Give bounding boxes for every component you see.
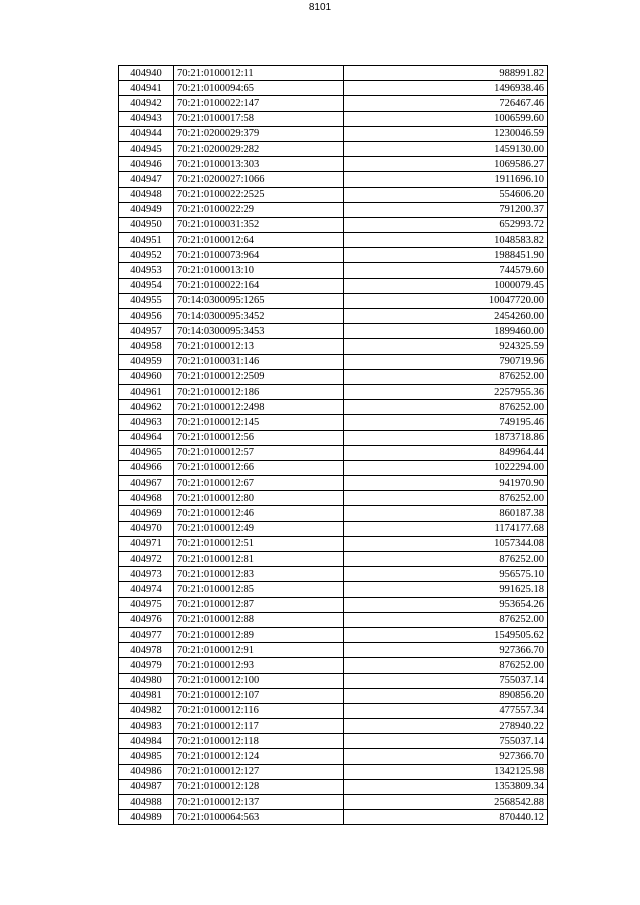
cadastral-number-cell: 70:21:0100012:11	[174, 66, 344, 81]
cadastral-number-cell: 70:21:0100064:563	[174, 810, 344, 825]
row-id-cell: 404963	[119, 415, 174, 430]
table-row	[119, 658, 548, 673]
table-row	[119, 597, 548, 612]
row-id-cell: 404970	[119, 521, 174, 536]
row-id-cell: 404960	[119, 369, 174, 384]
table-row	[119, 673, 548, 688]
row-id-cell: 404983	[119, 719, 174, 734]
value-cell: 876252.00	[344, 552, 548, 567]
row-id-cell: 404953	[119, 263, 174, 278]
row-id-cell: 404944	[119, 126, 174, 141]
table-row	[119, 749, 548, 764]
cadastral-number-cell: 70:21:0100012:80	[174, 491, 344, 506]
value-cell: 1000079.45	[344, 278, 548, 293]
table-row	[119, 719, 548, 734]
table-row	[119, 233, 548, 248]
row-id-cell: 404977	[119, 627, 174, 642]
row-id-cell: 404981	[119, 688, 174, 703]
table-row	[119, 779, 548, 794]
cadastral-number-cell: 70:21:0100012:107	[174, 688, 344, 703]
row-id-cell: 404968	[119, 491, 174, 506]
row-id-cell: 404964	[119, 430, 174, 445]
table-row	[119, 263, 548, 278]
cadastral-number-cell: 70:21:0100012:145	[174, 415, 344, 430]
table-row	[119, 521, 548, 536]
row-id-cell: 404941	[119, 81, 174, 96]
cadastral-number-cell: 70:21:0100012:85	[174, 582, 344, 597]
table-row	[119, 96, 548, 111]
cadastral-number-cell: 70:21:0100012:127	[174, 764, 344, 779]
value-cell: 791200.37	[344, 202, 548, 217]
value-cell: 2257955.36	[344, 384, 548, 399]
table-row	[119, 141, 548, 156]
cadastral-number-cell: 70:14:0300095:3453	[174, 324, 344, 339]
cadastral-number-cell: 70:21:0100012:81	[174, 552, 344, 567]
value-cell: 1174177.68	[344, 521, 548, 536]
row-id-cell: 404950	[119, 217, 174, 232]
table-row	[119, 369, 548, 384]
table-row	[119, 734, 548, 749]
table-row	[119, 66, 548, 81]
cadastral-number-cell: 70:21:0100012:2498	[174, 400, 344, 415]
cadastral-number-cell: 70:21:0100012:56	[174, 430, 344, 445]
value-cell: 477557.34	[344, 703, 548, 718]
table-row	[119, 126, 548, 141]
cadastral-number-cell: 70:21:0100012:137	[174, 795, 344, 810]
table-row	[119, 506, 548, 521]
table-row	[119, 795, 548, 810]
value-cell: 849964.44	[344, 445, 548, 460]
table-row	[119, 643, 548, 658]
table-row	[119, 157, 548, 172]
value-cell: 744579.60	[344, 263, 548, 278]
cadastral-number-cell: 70:14:0300095:1265	[174, 293, 344, 308]
value-cell: 1006599.60	[344, 111, 548, 126]
value-cell: 991625.18	[344, 582, 548, 597]
page-number: 8101	[308, 2, 332, 13]
value-cell: 1496938.46	[344, 81, 548, 96]
value-cell: 1353809.34	[344, 779, 548, 794]
cadastral-number-cell: 70:21:0100031:352	[174, 217, 344, 232]
row-id-cell: 404976	[119, 612, 174, 627]
value-cell: 956575.10	[344, 567, 548, 582]
cadastral-number-cell: 70:21:0100012:51	[174, 536, 344, 551]
row-id-cell: 404986	[119, 764, 174, 779]
value-cell: 890856.20	[344, 688, 548, 703]
cadastral-number-cell: 70:21:0100012:117	[174, 719, 344, 734]
cadastral-number-cell: 70:21:0100012:57	[174, 445, 344, 460]
value-cell: 924325.59	[344, 339, 548, 354]
value-cell: 941970.90	[344, 476, 548, 491]
row-id-cell: 404966	[119, 460, 174, 475]
table-row	[119, 415, 548, 430]
cadastral-number-cell: 70:21:0100022:164	[174, 278, 344, 293]
row-id-cell: 404969	[119, 506, 174, 521]
row-id-cell: 404985	[119, 749, 174, 764]
row-id-cell: 404988	[119, 795, 174, 810]
table-row	[119, 202, 548, 217]
table-row	[119, 445, 548, 460]
value-cell: 749195.46	[344, 415, 548, 430]
cadastral-number-cell: 70:21:0100012:64	[174, 233, 344, 248]
row-id-cell: 404979	[119, 658, 174, 673]
row-id-cell: 404957	[119, 324, 174, 339]
table-row	[119, 248, 548, 263]
row-id-cell: 404987	[119, 779, 174, 794]
value-cell: 860187.38	[344, 506, 548, 521]
value-cell: 876252.00	[344, 612, 548, 627]
value-cell: 1988451.90	[344, 248, 548, 263]
row-id-cell: 404962	[119, 400, 174, 415]
value-cell: 790719.96	[344, 354, 548, 369]
table-row	[119, 324, 548, 339]
value-cell: 870440.12	[344, 810, 548, 825]
table-row	[119, 491, 548, 506]
row-id-cell: 404954	[119, 278, 174, 293]
cadastral-number-cell: 70:21:0200029:379	[174, 126, 344, 141]
cadastral-number-cell: 70:21:0100012:2509	[174, 369, 344, 384]
cadastral-number-cell: 70:14:0300095:3452	[174, 309, 344, 324]
row-id-cell: 404942	[119, 96, 174, 111]
value-cell: 876252.00	[344, 369, 548, 384]
value-cell: 1873718.86	[344, 430, 548, 445]
table-row	[119, 688, 548, 703]
row-id-cell: 404940	[119, 66, 174, 81]
table-row	[119, 612, 548, 627]
value-cell: 1342125.98	[344, 764, 548, 779]
row-id-cell: 404958	[119, 339, 174, 354]
cadastral-number-cell: 70:21:0100012:87	[174, 597, 344, 612]
row-id-cell: 404971	[119, 536, 174, 551]
value-cell: 755037.14	[344, 673, 548, 688]
row-id-cell: 404946	[119, 157, 174, 172]
value-cell: 876252.00	[344, 491, 548, 506]
cadastral-number-cell: 70:21:0100094:65	[174, 81, 344, 96]
value-cell: 652993.72	[344, 217, 548, 232]
table-row	[119, 552, 548, 567]
value-cell: 1911696.10	[344, 172, 548, 187]
value-cell: 953654.26	[344, 597, 548, 612]
table-row	[119, 293, 548, 308]
row-id-cell: 404973	[119, 567, 174, 582]
value-cell: 2454260.00	[344, 309, 548, 324]
value-cell: 876252.00	[344, 658, 548, 673]
table-row	[119, 703, 548, 718]
table-row	[119, 400, 548, 415]
cadastral-number-cell: 70:21:0100013:303	[174, 157, 344, 172]
table-row	[119, 354, 548, 369]
cadastral-number-cell: 70:21:0100017:58	[174, 111, 344, 126]
cadastral-number-cell: 70:21:0100012:89	[174, 627, 344, 642]
table-row	[119, 536, 548, 551]
value-cell: 755037.14	[344, 734, 548, 749]
value-cell: 1549505.62	[344, 627, 548, 642]
cadastral-number-cell: 70:21:0100012:93	[174, 658, 344, 673]
table-row	[119, 339, 548, 354]
value-cell: 988991.82	[344, 66, 548, 81]
table-row	[119, 187, 548, 202]
value-cell: 554606.20	[344, 187, 548, 202]
cadastral-number-cell: 70:21:0100012:66	[174, 460, 344, 475]
row-id-cell: 404974	[119, 582, 174, 597]
cadastral-number-cell: 70:21:0200029:282	[174, 141, 344, 156]
row-id-cell: 404959	[119, 354, 174, 369]
cadastral-number-cell: 70:21:0100012:67	[174, 476, 344, 491]
cadastral-number-cell: 70:21:0100012:186	[174, 384, 344, 399]
table-row	[119, 217, 548, 232]
row-id-cell: 404949	[119, 202, 174, 217]
table-row	[119, 309, 548, 324]
row-id-cell: 404952	[119, 248, 174, 263]
value-cell: 1899460.00	[344, 324, 548, 339]
cadastral-number-cell: 70:21:0100012:100	[174, 673, 344, 688]
row-id-cell: 404956	[119, 309, 174, 324]
value-cell: 927366.70	[344, 749, 548, 764]
row-id-cell: 404984	[119, 734, 174, 749]
row-id-cell: 404965	[119, 445, 174, 460]
value-cell: 876252.00	[344, 400, 548, 415]
value-cell: 2568542.88	[344, 795, 548, 810]
table-row	[119, 582, 548, 597]
cadastral-number-cell: 70:21:0100012:118	[174, 734, 344, 749]
cadastral-number-cell: 70:21:0100012:13	[174, 339, 344, 354]
table-row	[119, 627, 548, 642]
table-row	[119, 567, 548, 582]
table-row	[119, 460, 548, 475]
cadastral-number-cell: 70:21:0100012:88	[174, 612, 344, 627]
cadastral-number-cell: 70:21:0100073:964	[174, 248, 344, 263]
cadastral-number-cell: 70:21:0100013:10	[174, 263, 344, 278]
cadastral-number-cell: 70:21:0100012:83	[174, 567, 344, 582]
cadastral-number-cell: 70:21:0100022:147	[174, 96, 344, 111]
row-id-cell: 404975	[119, 597, 174, 612]
table-row	[119, 764, 548, 779]
table-row	[119, 111, 548, 126]
value-cell: 278940.22	[344, 719, 548, 734]
cadastral-number-cell: 70:21:0100012:46	[174, 506, 344, 521]
table-row	[119, 172, 548, 187]
value-cell: 1069586.27	[344, 157, 548, 172]
row-id-cell: 404955	[119, 293, 174, 308]
row-id-cell: 404972	[119, 552, 174, 567]
cadastral-number-cell: 70:21:0100012:128	[174, 779, 344, 794]
value-cell: 1057344.08	[344, 536, 548, 551]
row-id-cell: 404967	[119, 476, 174, 491]
row-id-cell: 404961	[119, 384, 174, 399]
row-id-cell: 404948	[119, 187, 174, 202]
table-row	[119, 81, 548, 96]
row-id-cell: 404980	[119, 673, 174, 688]
row-id-cell: 404943	[119, 111, 174, 126]
value-cell: 1230046.59	[344, 126, 548, 141]
table-row	[119, 430, 548, 445]
value-cell: 1459130.00	[344, 141, 548, 156]
cadastral-number-cell: 70:21:0200027:1066	[174, 172, 344, 187]
row-id-cell: 404989	[119, 810, 174, 825]
cadastral-number-cell: 70:21:0100012:124	[174, 749, 344, 764]
row-id-cell: 404982	[119, 703, 174, 718]
registry-table	[118, 65, 548, 825]
value-cell: 1022294.00	[344, 460, 548, 475]
table-body	[119, 66, 548, 825]
table-row	[119, 384, 548, 399]
row-id-cell: 404945	[119, 141, 174, 156]
row-id-cell: 404947	[119, 172, 174, 187]
cadastral-number-cell: 70:21:0100012:116	[174, 703, 344, 718]
row-id-cell: 404951	[119, 233, 174, 248]
cadastral-number-cell: 70:21:0100022:29	[174, 202, 344, 217]
cadastral-number-cell: 70:21:0100012:49	[174, 521, 344, 536]
value-cell: 10047720.00	[344, 293, 548, 308]
value-cell: 927366.70	[344, 643, 548, 658]
value-cell: 1048583.82	[344, 233, 548, 248]
cadastral-number-cell: 70:21:0100012:91	[174, 643, 344, 658]
table-row	[119, 278, 548, 293]
row-id-cell: 404978	[119, 643, 174, 658]
value-cell: 726467.46	[344, 96, 548, 111]
cadastral-number-cell: 70:21:0100022:2525	[174, 187, 344, 202]
table-row	[119, 476, 548, 491]
table-row	[119, 810, 548, 825]
cadastral-number-cell: 70:21:0100031:146	[174, 354, 344, 369]
